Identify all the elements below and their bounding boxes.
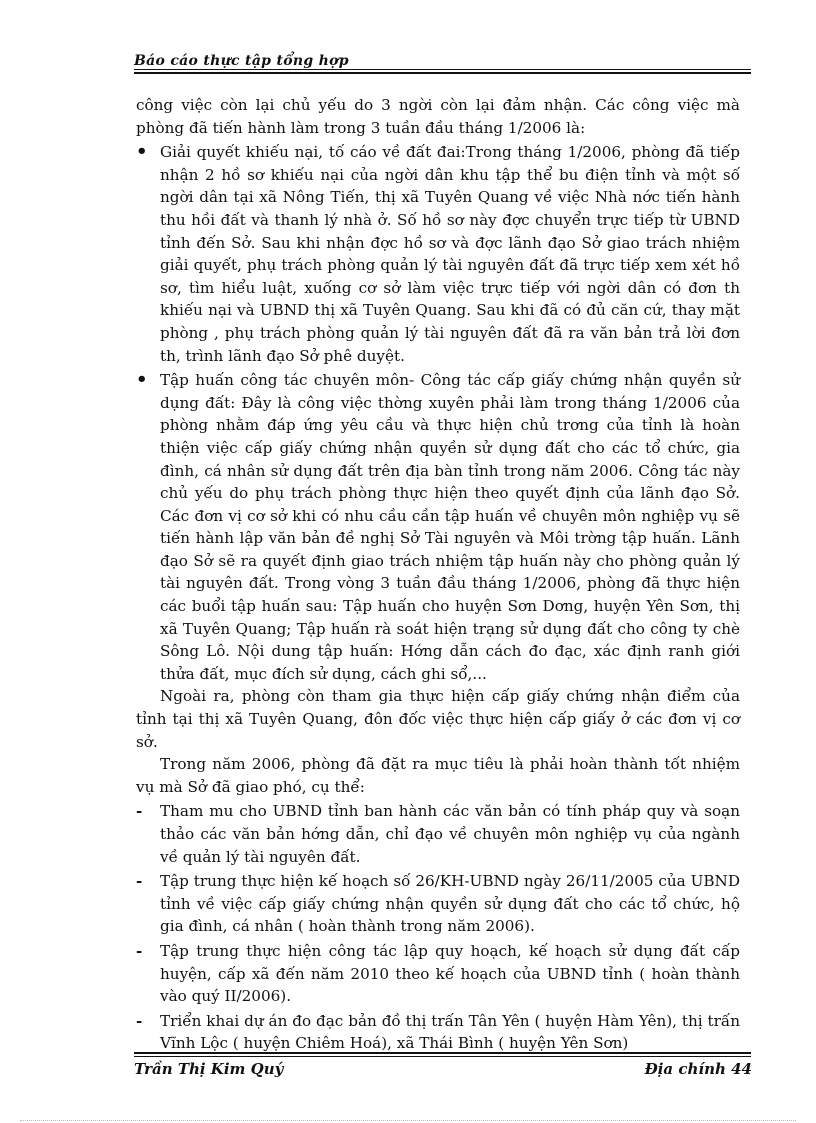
list-item-text: Tập trung thực hiện kế hoạch số 26/KH-UBND ngày 26/11/2005 của UBND tỉnh về việc cấp giấy chứng nhận quyền sử dụng đất cho các tổ chức, hộ gia đình, cá nhân ( hoàn thành trong năm 2006). [160, 872, 740, 936]
list-item-text: Tập trung thực hiện công tác lập quy hoạch, kế hoạch sử dụng đất cấp huyện, cấp xã đến năm 2010 theo kế hoạch của UBND tỉnh ( hoàn thành vào quý II/2006). [160, 941, 740, 1006]
list-item [136, 1010, 740, 1055]
list-item-text: Tập huấn công tác chuyên môn- Công tác cấp giấy chứng nhận quyền sử dụng đất: Đây là công việc thờng xuyên phải làm trong tháng 1/2006 của phòng nhằm đáp ứng yêu cầu và thực hiện chủ trơng của tỉnh là hoàn thiện việc cấp giấy chứng nhận quyền sử dụng đất cho các tổ chức, gia đình, cá nhân sử dụng đất trên địa bàn tỉnh trong năm 2006. Công tác này chủ yếu do phụ trách phòng thực hiện theo quyết định của lãnh đạo Sở. Các đơn vị cơ sở khi có nhu cầu cần tập huấn về chuyên môn nghiệp vụ sẽ tiến hành lập văn bản đề nghị Sở Tài nguyên và Môi trờng tập huấn. Lãnh đạo Sở sẽ ra quyết định giao trách nhiệm tập huấn này cho phòng quản lý tài nguyên đất. Trong vòng 3 tuần đầu tháng 1/2006, phòng đã thực hiện các buổi tập huấn sau: Tập huấn cho huyện Sơn Dơng, huyện Yên Sơn, thị xã Tuyên Quang; Tập huấn rà soát hiện trạng sử dụng đất cho công ty chè Sông Lô. Nội dung tập huấn: Hớng dẫn cách đo đạc, xác định ranh giới thửa đất, mục đích sử dụng, cách ghi sổ,... [160, 371, 740, 683]
header-rule-bottom [134, 72, 751, 74]
list-item-text: Giải quyết khiếu nại, tố cáo về đất đai:Trong tháng 1/2006, phòng đã tiếp nhận 2 hồ sơ khiếu nại của ngời dân khu tập thể bu điện tỉnh và một số ngời dân tại xã Nông Tiến, thị xã Tuyên Quang về việc Nhà nớc tiến hành thu hồi đất và thanh lý nhà ở. Số hồ sơ này đợc chuyển trực tiếp từ UBND tỉnh đến Sở. Sau khi nhận đợc hồ sơ và đợc lãnh đạo Sở giao trách nhiệm giải quyết, phụ trách phòng quản lý tài nguyên đất đã trực tiếp xem xét hồ sơ, tìm hiểu luật, xuống cơ sở làm việc trực tiếp với ngời dân có đơn th khiếu nại và UBND thị xã Tuyên Quang. Sau khi đã có đủ căn cứ, thay mặt phòng , phụ trách phòng quản lý tài nguyên đất đã ra văn bản trả lời đơn th, trình lãnh đạo Sở phê duyệt. [160, 143, 740, 365]
dash-marker: - [136, 872, 143, 891]
paragraph-2: Trong năm 2006, phòng đã đặt ra mục tiêu là phải hoàn thành tốt nhiệm vụ mà Sở đã giao phó, cụ thể: [136, 755, 740, 796]
dash-marker: - [136, 941, 143, 960]
page-header [134, 50, 751, 69]
list-item [136, 870, 740, 938]
document-body [136, 94, 740, 1055]
list-item [136, 369, 740, 685]
header-title: Báo cáo thực tập tổng hợp [134, 53, 349, 69]
bullet-marker: • [136, 141, 148, 163]
list-item [136, 800, 740, 868]
list-item [136, 141, 740, 367]
list-item-text: Triển khai dự án đo đạc bản đồ thị trấn Tân Yên ( huyện Hàm Yên), thị trấn Vĩnh Lộc ( huyện Chiêm Hoá), xã Thái Bình ( huyện Yên Sơn) [160, 1011, 740, 1053]
paragraph-1: Ngoài ra, phòng còn tham gia thực hiện cấp giấy chứng nhận điểm của tỉnh tại thị xã Tuyên Quang, đôn đốc việc thực hiện cấp giấy ở các đơn vị cơ sở. [136, 687, 740, 751]
footer-section: Địa chính 44 [644, 1060, 752, 1078]
list-item-text: Tham mu cho UBND tỉnh ban hành các văn bản có tính pháp quy và soạn thảo các văn bản hớng dẫn, chỉ đạo về chuyên môn nghiệp vụ của ngành về quản lý tài nguyên đất. [160, 802, 740, 866]
bullet-list [136, 141, 740, 685]
intro-paragraph: công việc còn lại chủ yếu do 3 ngời còn lại đảm nhận. Các công việc mà phòng đã tiến hành làm trong 3 tuần đầu tháng 1/2006 là: [136, 96, 740, 137]
bullet-marker: • [136, 369, 148, 391]
footer-author: Trần Thị Kim Quý [134, 1060, 284, 1078]
page-edge-dots [20, 1120, 796, 1121]
footer-rule-bottom [134, 1056, 751, 1057]
dash-marker: - [136, 802, 143, 821]
dash-list [136, 800, 740, 1055]
footer-rule-top [134, 1052, 751, 1054]
header-rule-top [134, 69, 751, 70]
list-item [136, 940, 740, 1008]
dash-marker: - [136, 1011, 143, 1030]
